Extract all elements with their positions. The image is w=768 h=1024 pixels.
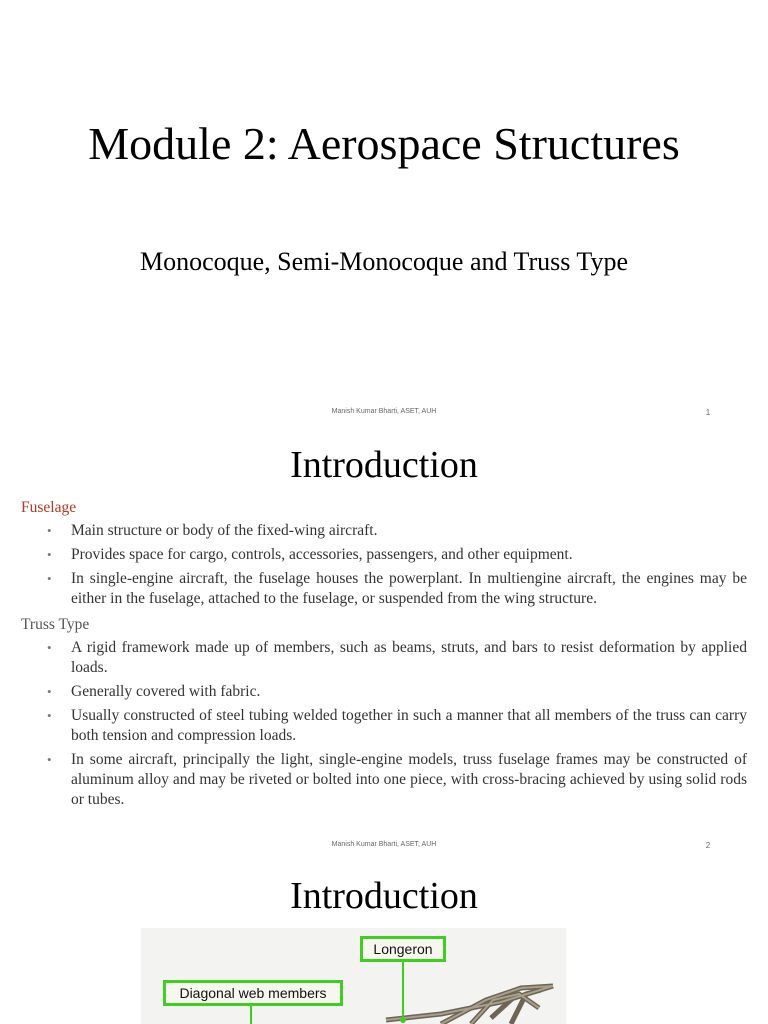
bullet-text: In single-engine aircraft, the fuselage houses the powerplant. In multiengine aircraft, the engines may be either in the fuselage, attached to the fuselage, or suspended from the wing structure. bbox=[71, 570, 747, 607]
fuselage-bullet-list bbox=[21, 521, 747, 609]
slide-content bbox=[21, 498, 747, 816]
truss-fuselage-diagram bbox=[141, 928, 566, 1024]
slide-1 bbox=[0, 0, 768, 432]
bullet-icon: • bbox=[47, 547, 52, 562]
list-item bbox=[21, 706, 747, 746]
bullet-text: Usually constructed of steel tubing welded together in such a manner that all members of the truss can carry both tension and compression loads. bbox=[71, 707, 747, 744]
bullet-icon: • bbox=[47, 640, 52, 655]
longeron-label: Longeron bbox=[360, 936, 446, 962]
slide-3 bbox=[0, 864, 768, 1024]
bullet-icon: • bbox=[47, 752, 52, 767]
diagonal-web-members-label: Diagonal web members bbox=[163, 980, 343, 1006]
page-number: 1 bbox=[705, 408, 711, 417]
list-item bbox=[21, 750, 747, 810]
bullet-text: Main structure or body of the fixed-wing aircraft. bbox=[71, 522, 378, 539]
bullet-text: A rigid framework made up of members, such as beams, struts, and bars to resist deformation by applied loads. bbox=[71, 639, 747, 676]
list-item bbox=[21, 682, 747, 702]
list-item bbox=[21, 521, 747, 541]
slide-title: Introduction bbox=[290, 875, 478, 917]
page-number: 2 bbox=[705, 841, 711, 850]
section-heading-truss-type: Truss Type bbox=[21, 616, 90, 633]
module-subtitle: Monocoque, Semi-Monocoque and Truss Type bbox=[139, 247, 629, 276]
module-title: Module 2: Aerospace Structures bbox=[88, 118, 680, 169]
slide-footer: Manish Kumar Bharti, ASET, AUH bbox=[331, 841, 437, 848]
slide-footer: Manish Kumar Bharti, ASET, AUH bbox=[331, 408, 437, 415]
bullet-text: Generally covered with fabric. bbox=[71, 683, 261, 700]
bullet-icon: • bbox=[47, 571, 52, 586]
list-item bbox=[21, 569, 747, 609]
list-item bbox=[21, 638, 747, 678]
slide-2 bbox=[0, 432, 768, 864]
section-heading-fuselage: Fuselage bbox=[21, 499, 77, 516]
bullet-text: In some aircraft, principally the light, single-engine models, truss fuselage frames may be constructed of aluminum alloy and may be riveted or bolted into one piece, with cross-bracing achieved by using solid rods or tubes. bbox=[71, 751, 747, 808]
truss-bullet-list bbox=[21, 638, 747, 810]
bullet-icon: • bbox=[47, 523, 52, 538]
bullet-icon: • bbox=[47, 708, 52, 723]
list-item bbox=[21, 545, 747, 565]
bullet-text: Provides space for cargo, controls, accessories, passengers, and other equipment. bbox=[71, 546, 573, 563]
bullet-icon: • bbox=[47, 684, 52, 699]
slide-title: Introduction bbox=[290, 444, 478, 486]
truss-frame-illustration bbox=[141, 928, 566, 1024]
